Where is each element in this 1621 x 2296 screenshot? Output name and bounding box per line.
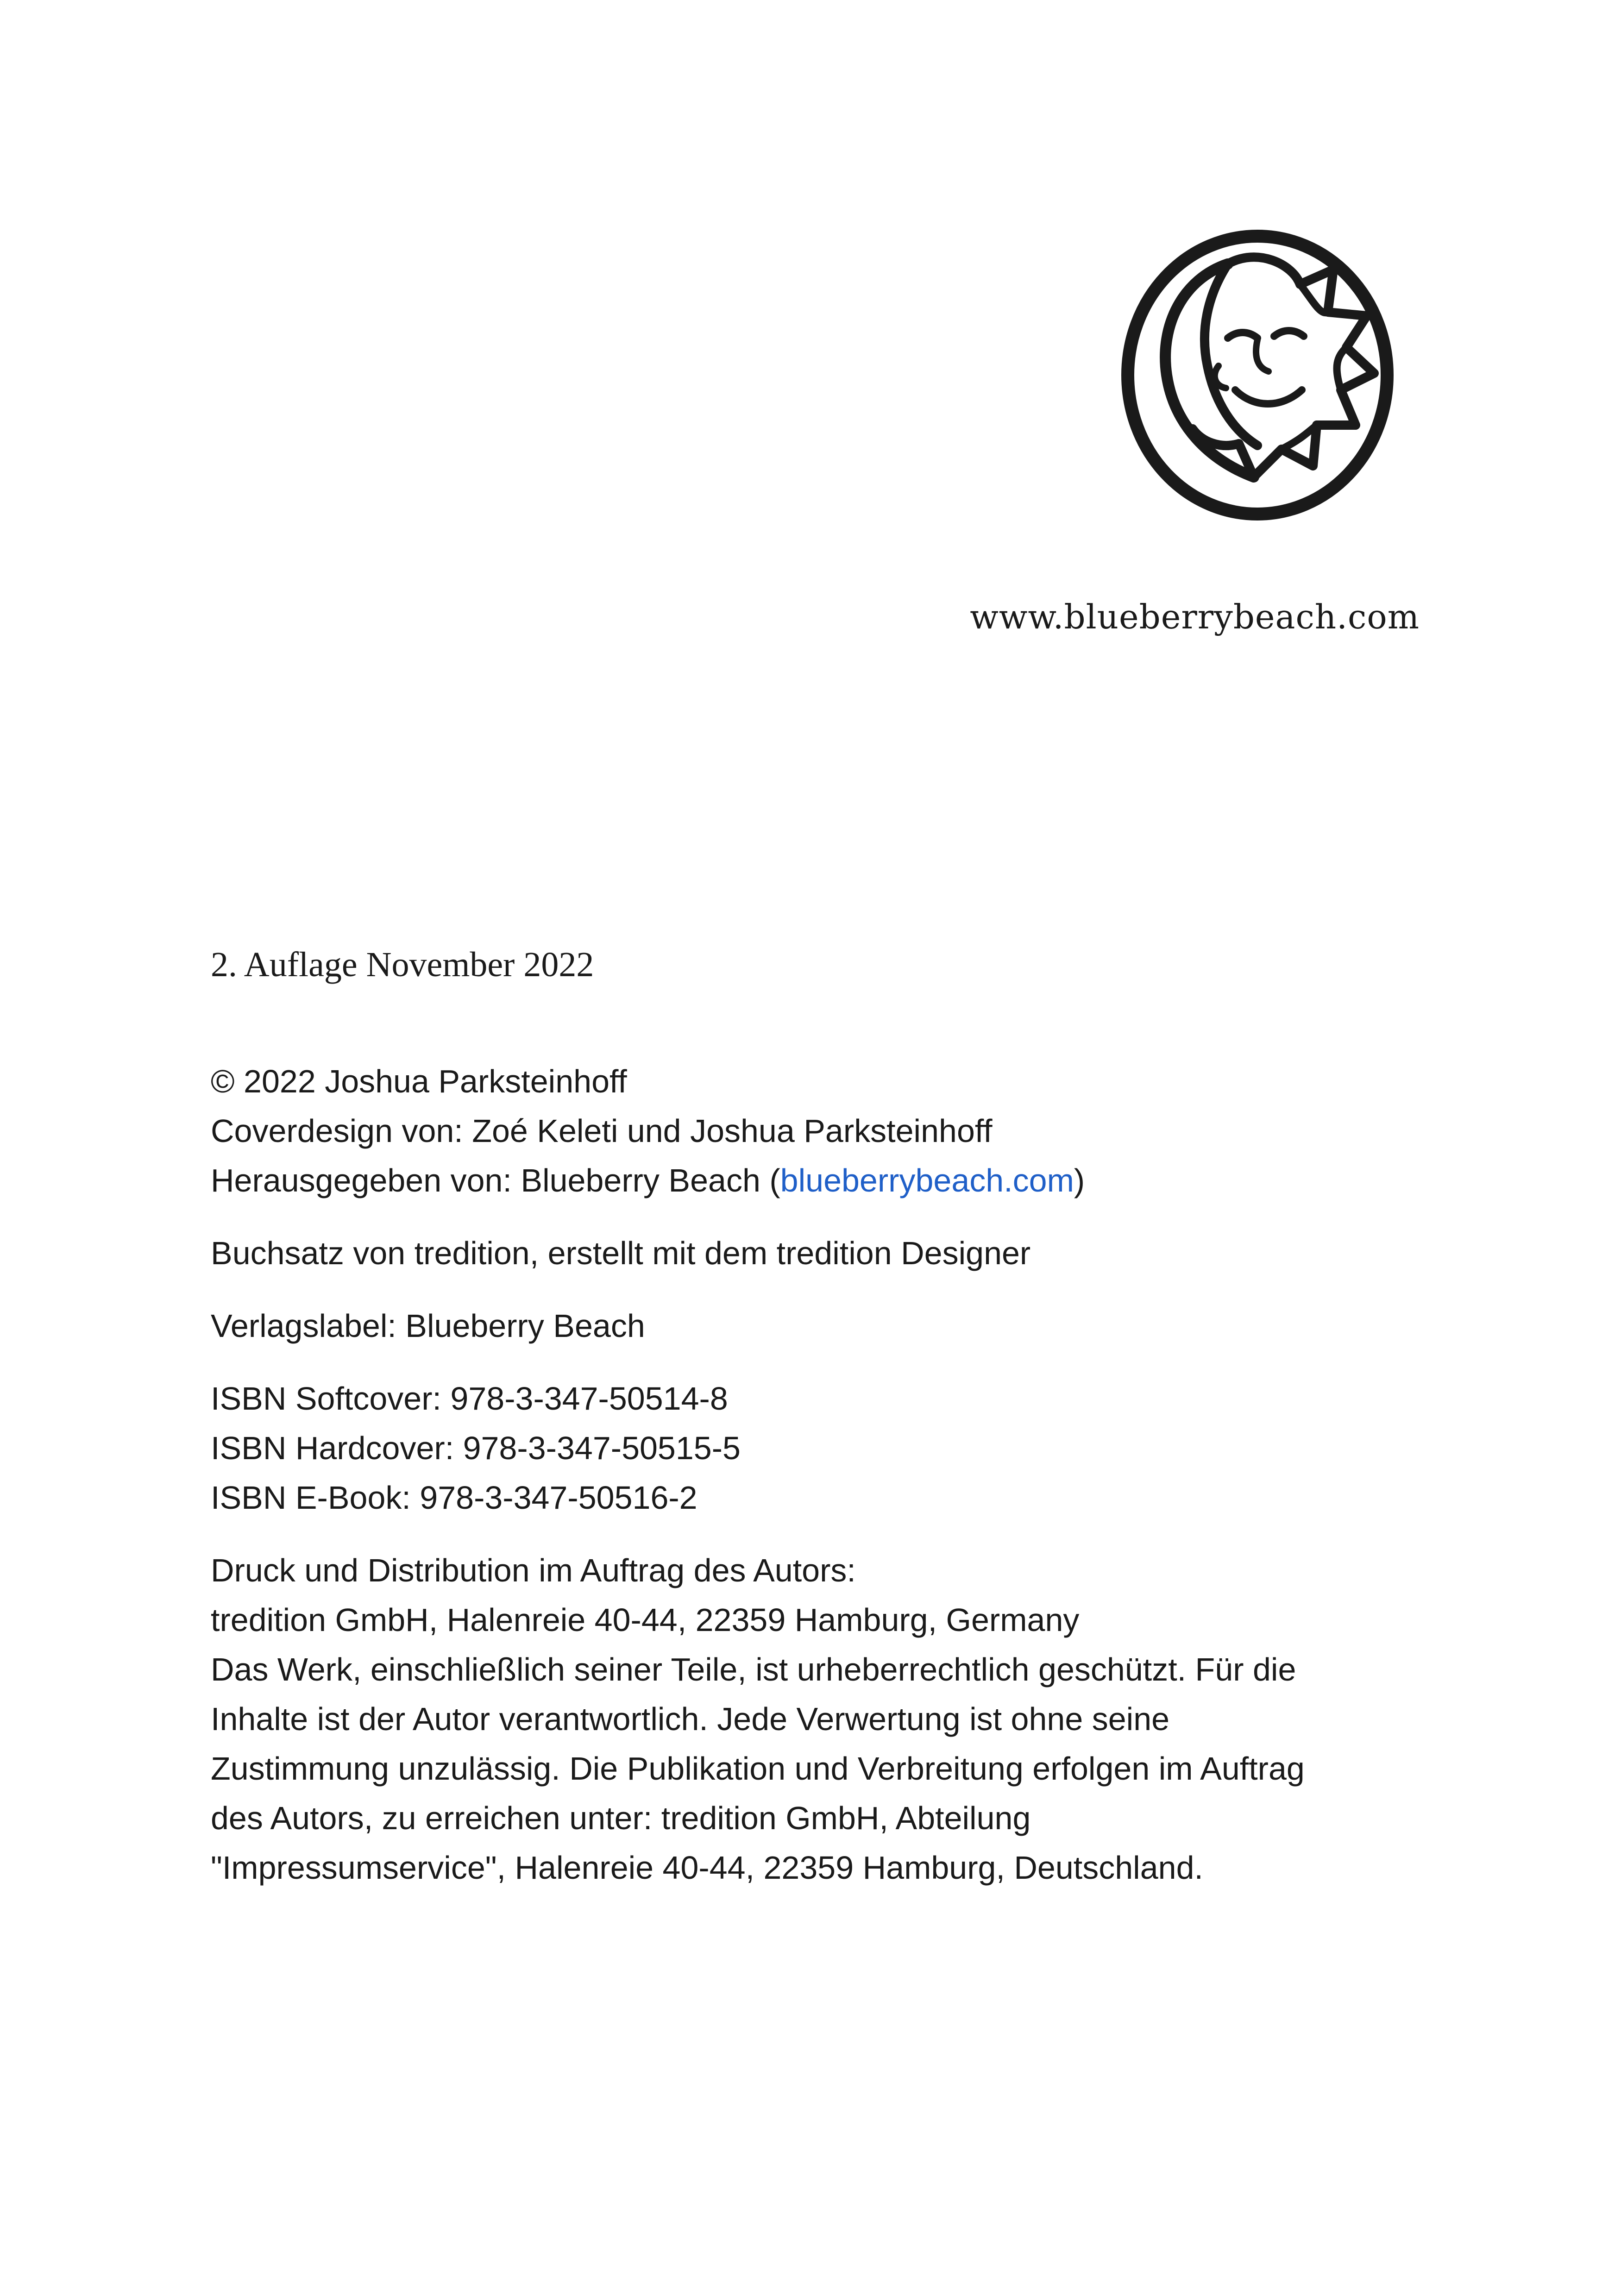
- publisher-line: [211, 1156, 1424, 1205]
- sun-moon-logo-icon: [1118, 227, 1396, 523]
- isbn-softcover: ISBN Softcover: 978-3-347-50514-8: [211, 1380, 728, 1417]
- imprint-block: [211, 1057, 1424, 1893]
- publisher-link[interactable]: blueberrybeach.com: [780, 1162, 1074, 1198]
- cover-design-line: Coverdesign von: Zoé Keleti und Joshua Parksteinhoff: [211, 1113, 993, 1149]
- typesetting-line: Buchsatz von tredition, erstellt mit dem tredition Designer: [211, 1235, 1031, 1271]
- typesetting-paragraph: [211, 1229, 1424, 1278]
- copyright-line: © 2022 Joshua Parksteinhoff: [211, 1063, 627, 1099]
- isbn-ebook: ISBN E-Book: 978-3-347-50516-2: [211, 1480, 697, 1516]
- distribution-line: Inhalte ist der Autor verantwortlich. Jede Verwertung ist ohne seine: [211, 1701, 1170, 1737]
- distribution-line: Das Werk, einschließlich seiner Teile, ist urheberrechtlich geschützt. Für die: [211, 1651, 1296, 1687]
- distribution-line: tredition GmbH, Halenreie 40-44, 22359 Hamburg, Germany: [211, 1602, 1080, 1638]
- label-paragraph: [211, 1301, 1424, 1351]
- publisher-suffix: ): [1074, 1162, 1085, 1198]
- publisher-label-line: Verlagslabel: Blueberry Beach: [211, 1308, 645, 1344]
- credits-paragraph: [211, 1057, 1424, 1205]
- distribution-line: "Impressumservice", Halenreie 40-44, 22359 Hamburg, Deutschland.: [211, 1850, 1203, 1886]
- isbn-hardcover: ISBN Hardcover: 978-3-347-50515-5: [211, 1430, 741, 1466]
- isbn-paragraph: [211, 1374, 1424, 1523]
- website-url[interactable]: www.blueberrybeach.com: [970, 597, 1420, 636]
- distribution-paragraph: [211, 1546, 1424, 1893]
- edition-line: 2. Auflage November 2022: [211, 945, 594, 984]
- publisher-prefix: Herausgegeben von: Blueberry Beach (: [211, 1162, 780, 1198]
- distribution-line: des Autors, zu erreichen unter: tredition GmbH, Abteilung: [211, 1800, 1031, 1836]
- distribution-line: Zustimmung unzulässig. Die Publikation und Verbreitung erfolgen im Auftrag: [211, 1750, 1305, 1787]
- distribution-line: Druck und Distribution im Auftrag des Autors:: [211, 1552, 856, 1588]
